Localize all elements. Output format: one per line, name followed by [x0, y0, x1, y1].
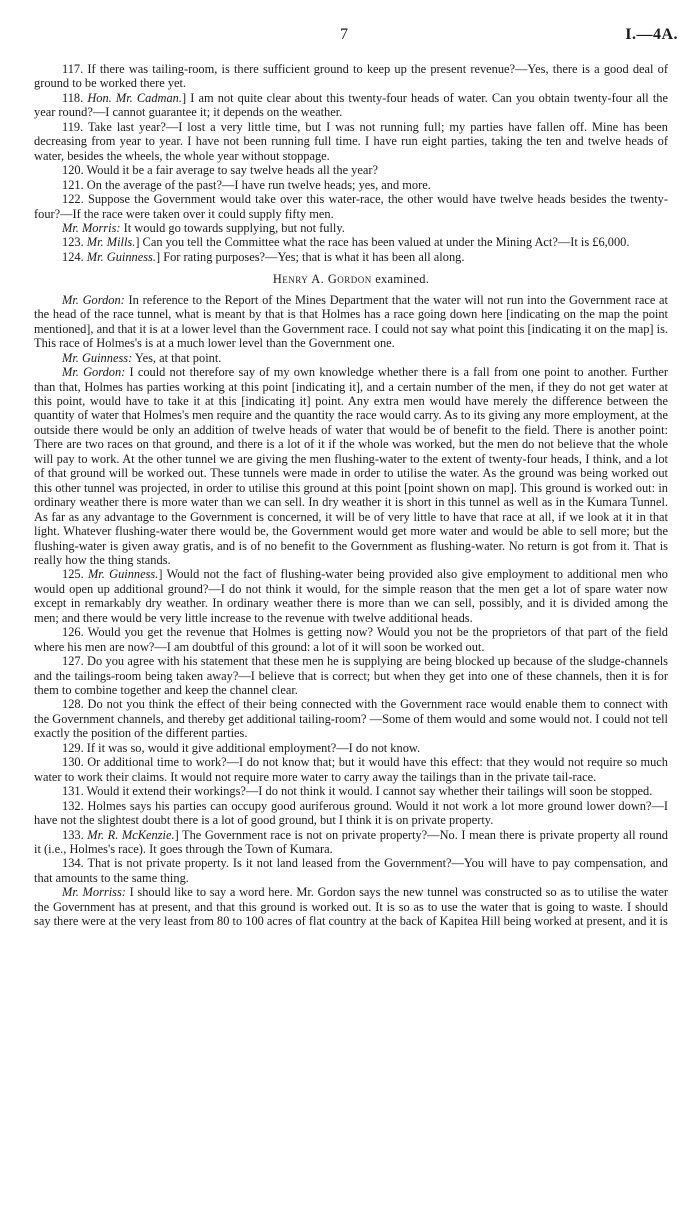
speaker-name: Mr. Gordon: — [62, 292, 125, 307]
paragraph-text: 118. — [62, 90, 88, 105]
witness-heading — [34, 272, 668, 286]
paragraph-text: I could not therefore say of my own knowledge whether there is a fall from one point to another. Further than that, Holmes has parties working at this point [indicating it], and a certain number of the men, if they do not get water at this point, would have to take it at this [indicating it] point. Any extra men would have merely the difference between the quantity of water that Holmes's men require and the quantity the race would carry. As to its giving any more employment, at the outside there would be only an addition of twelve heads of water that would be of benefit to the field. There is another point: There are two races on that ground, and there is a lot of it if the whole was worked, but the men do not believe that the whole will pay to work. At the other tunnel we are giving the men flushing-water to the extent of twenty-four heads, I think, and a lot of that ground will be worked out. These tunnels were made in order to utilise the water. As the ground was being worked out this other tunnel was projected, in order to utilise this ground at this point [point shown on map]. This ground is worked out: in ordinary weather there is more water than we can sell. In dry weather it is short in this tunnel as well as in the Kumara Tunnel. As far as any advantage to the Government is concerned, it will be of very little to have that race at all, if we look at it in that light. Whatever flushing-water there would be, the Government would get more water and would be able to sell more; but the flushing-water is given away gratis, and is of no benefit to the Government as flushing-water. No return is got from it. That is really how the thing stands. — [34, 365, 668, 567]
paragraph-text: 119. Take last year?—I lost a very little time, but I was not running full; my parties have fallen off. Mine has been decreasing from year to year. I have not been running full time. I have run eight parties, taking the ten and twelve heads of water, besides the wheels, the whole year without stoppage. — [34, 119, 668, 163]
paragraph-text: ] The Government race is not on private property?—No. I mean there is private property all round it (i.e., Holmes's race). It goes through the Town of Kumara. — [34, 827, 668, 857]
speaker-name: Mr. Guinness. — [86, 249, 156, 264]
paragraphs-after-heading — [34, 293, 668, 929]
paragraph — [34, 120, 668, 163]
paragraph-text: 129. If it was so, would it give additional employment?—I do not know. — [62, 740, 421, 755]
paragraph — [34, 163, 668, 177]
paragraph — [34, 828, 668, 857]
paragraph-text: In reference to the Report of the Mines Department that the water will not run into the Government race at the head of the race tunnel, what is meant by that is that Holmes has a race going down here [indicating on the map the point mentioned], and that it is at a lower level than the Government race. I could not say what point this [indicating it on the map] is. This race of Holmes's is at a much lower level than the Government one. — [34, 292, 669, 351]
paragraph-text: 128. Do not you think the effect of their being connected with the Government race would enable them to connect with the Government channels, and thereby get additional tailing-room? —Some of them would and some would not. I could not tell exactly the position of the different parties. — [34, 697, 668, 741]
paragraph — [34, 351, 668, 365]
paragraph — [34, 856, 668, 885]
paragraph-text: 127. Do you agree with his statement that these men he is supplying are being blocked up because of the sludge-channels and the tailings-room being taken away?—I believe that is correct; but when they get into one of these channels, then it is for them to combine together and keep the channel clear. — [34, 654, 668, 698]
speaker-name: Mr. Morris: — [62, 220, 121, 235]
witness-name: Henry A. Gordon — [272, 272, 372, 287]
paragraph — [34, 799, 668, 828]
paragraph-text: 125. — [62, 567, 88, 582]
paragraph-text: 126. Would you get the revenue that Holmes is getting now? Would you not be the proprietors of that part of the field where his men are now?—I am doubtful of this ground: a lot of it will soon be worked out. — [34, 625, 668, 654]
paragraph — [34, 365, 668, 567]
paragraph-text: Yes, at that point. — [132, 350, 222, 365]
paragraph — [34, 221, 668, 235]
paragraph — [34, 697, 668, 740]
paragraph-text: ] Can you tell the Committee what the race has been valued at under the Mining Act?—It is £6,000. — [135, 235, 630, 250]
paragraph — [34, 625, 668, 654]
speaker-name: Mr. Guinness: — [62, 350, 133, 365]
speaker-name: Mr. Morriss: — [62, 885, 126, 900]
paragraph-text: It would go towards supplying, but not fully. — [120, 220, 345, 235]
paragraph — [34, 755, 668, 784]
paragraph-text: I should like to say a word here. Mr. Gordon says the new tunnel was constructed so as to utilise the water the Government has at present, and that this ground is worked out. It is so as to use the water that is going to waste. I should say there were at the very least from 80 to 100 acres of flat country at the back of Kapitea Hill being worked at present, and it is — [34, 885, 668, 929]
paragraph-text: 121. On the average of the past?—I have run twelve heads; yes, and more. — [62, 177, 431, 192]
page-number: 7 — [340, 26, 348, 43]
paragraph — [34, 885, 668, 928]
paragraph — [34, 250, 668, 264]
paragraph-text: 120. Would it be a fair average to say twelve heads all the year? — [62, 163, 378, 178]
paragraph-text: ] I am not quite clear about this twenty-four heads of water. Can you obtain twenty-four all the year round?—I cannot guarantee it; it depends on the weather. — [34, 90, 668, 120]
speaker-name: Mr. R. McKenzie. — [87, 827, 175, 842]
page-header — [0, 26, 700, 48]
paragraph — [34, 567, 668, 625]
paragraph-text: ] Would not the fact of flushing-water being provided also give employment to additional men who would open up additional ground?—I do not think it would, for the simple reason that the men get a lot of spare water now except in remarkably dry weather. In ordinary weather there is more than we can sell, possibly, and it is divided among the men; and there would be very little increase to the revenue with twelve additional heads. — [34, 567, 668, 625]
paragraph — [34, 62, 668, 91]
paragraph-text: 134. That is not private property. Is it not land leased from the Government?—You will have to pay compensation, and that amounts to the same thing. — [34, 856, 668, 885]
paragraph-text: 133. — [62, 827, 88, 842]
paragraph — [34, 293, 668, 351]
paragraph — [34, 654, 668, 697]
paragraph-text: 124. — [62, 249, 87, 264]
paragraph — [34, 235, 668, 249]
paragraph — [34, 784, 668, 798]
speaker-name: Mr. Mills. — [86, 235, 136, 250]
paragraph — [34, 91, 668, 120]
paragraph — [34, 178, 668, 192]
paragraphs-before-heading — [34, 62, 668, 264]
speaker-name: Hon. Mr. Cadman. — [87, 90, 182, 105]
paragraph — [34, 741, 668, 755]
speaker-name: Mr. Gordon: — [62, 365, 126, 380]
paragraph-text: 122. Suppose the Government would take over this water-race, the other would have twelve heads besides the twenty-four?—If the race were taken over it could supply fifty men. — [34, 192, 668, 221]
paragraph-text: 117. If there was tailing-room, is there sufficient ground to keep up the present revenue?—Yes, there is a good deal of ground to be worked there yet. — [34, 62, 668, 91]
document-body — [34, 62, 668, 929]
witness-heading-rest: examined. — [371, 272, 430, 287]
speaker-name: Mr. Guinness. — [87, 567, 159, 582]
paragraph-text: 132. Holmes says his parties can occupy good auriferous ground. Would it not work a lot more ground lower down?—I have not the slightest doubt there is a lot of good ground, but I think it is on private property. — [34, 798, 668, 828]
paragraph — [34, 192, 668, 221]
paragraph-text: 123. — [62, 235, 87, 250]
paragraph-text: 130. Or additional time to work?—I do not know that; but it would have this effect: that they would not require so much water to work their claims. It would not require more water to carry away the tailings than in the private tail-race. — [34, 755, 668, 784]
paragraph-text: ] For rating purposes?—Yes; that is what it has been all along. — [155, 249, 465, 264]
paragraph-text: 131. Would it extend their workings?—I do not think it would. I cannot say whether their tailings will soon be stopped. — [62, 784, 653, 799]
document-reference: I.—4A. — [625, 26, 678, 43]
